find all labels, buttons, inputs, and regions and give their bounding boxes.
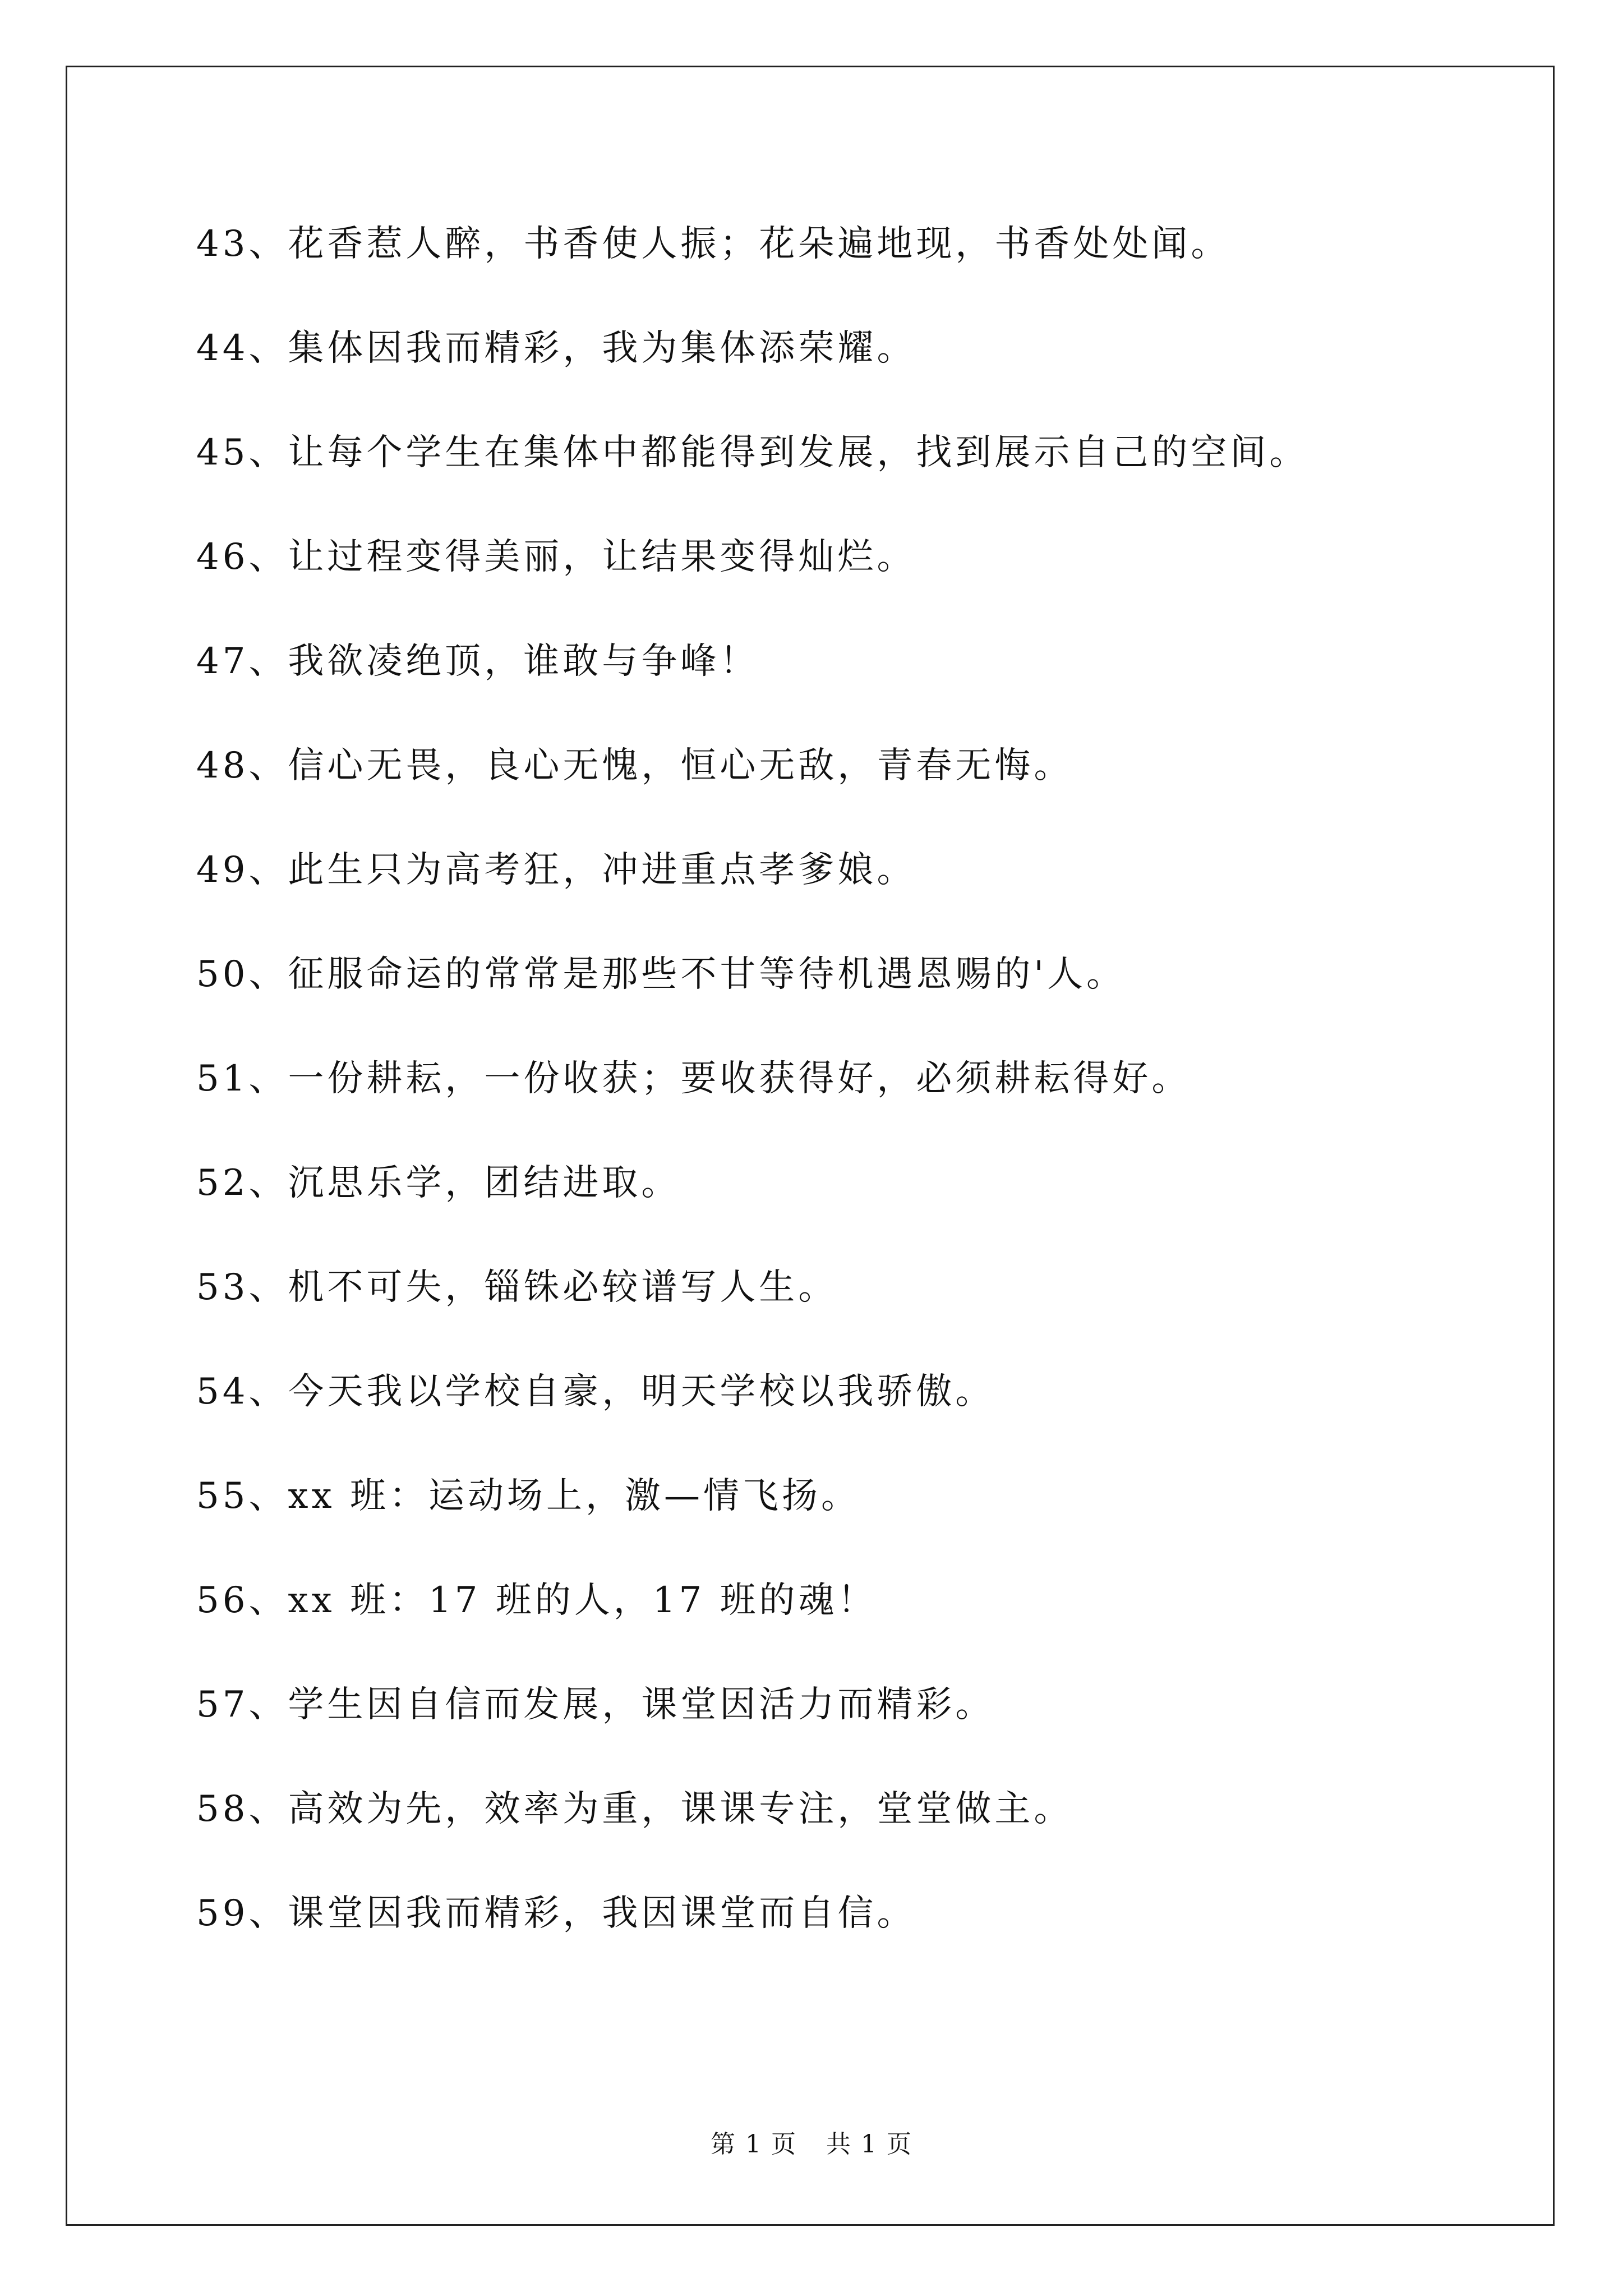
slogan-line: 43、花香惹人醉，书香使人振；花朵遍地现，书香处处闻。 <box>196 223 1230 265</box>
slogan-line: 58、高效为先，效率为重，课课专注，堂堂做主。 <box>196 1788 1073 1830</box>
slogan-line: 53、机不可失，锱铢必较谱写人生。 <box>196 1267 838 1308</box>
slogan-line: 44、集体因我而精彩，我为集体添荣耀。 <box>196 328 916 369</box>
slogan-line: 49、此生只为高考狂，冲进重点孝爹娘。 <box>196 849 916 891</box>
slogan-line: 51、一份耕耘，一份收获；要收获得好，必须耕耘得好。 <box>196 1058 1191 1099</box>
slogan-line: 57、学生因自信而发展，课堂因活力而精彩。 <box>196 1684 995 1726</box>
document-body <box>196 222 1486 1995</box>
slogan-line: 54、今天我以学校自豪，明天学校以我骄傲。 <box>196 1371 995 1412</box>
slogan-line: 50、征服命运的常常是那些不甘等待机遇恩赐的'人。 <box>196 954 1126 995</box>
slogan-line: 46、让过程变得美丽，让结果变得灿烂。 <box>196 536 916 578</box>
slogan-line: 45、让每个学生在集体中都能得到发展，找到展示自己的空间。 <box>196 432 1309 473</box>
slogan-line: 52、沉思乐学，团结进取。 <box>196 1162 681 1204</box>
slogan-line: 56、xx 班：17 班的人，17 班的魂！ <box>196 1580 877 1621</box>
page-footer <box>0 2129 1623 2160</box>
slogan-line: 59、课堂因我而精彩，我因课堂而自信。 <box>196 1893 916 1934</box>
slogan-line: 47、我欲凌绝顶，谁敢与争峰！ <box>196 641 759 682</box>
page-number: 第 1 页 <box>711 2130 797 2159</box>
slogan-line: 55、xx 班：运动场上，激—情飞扬。 <box>196 1475 860 1517</box>
page-total: 共 1 页 <box>826 2130 912 2159</box>
slogan-line: 48、信心无畏，良心无愧，恒心无敌，青春无悔。 <box>196 745 1073 786</box>
